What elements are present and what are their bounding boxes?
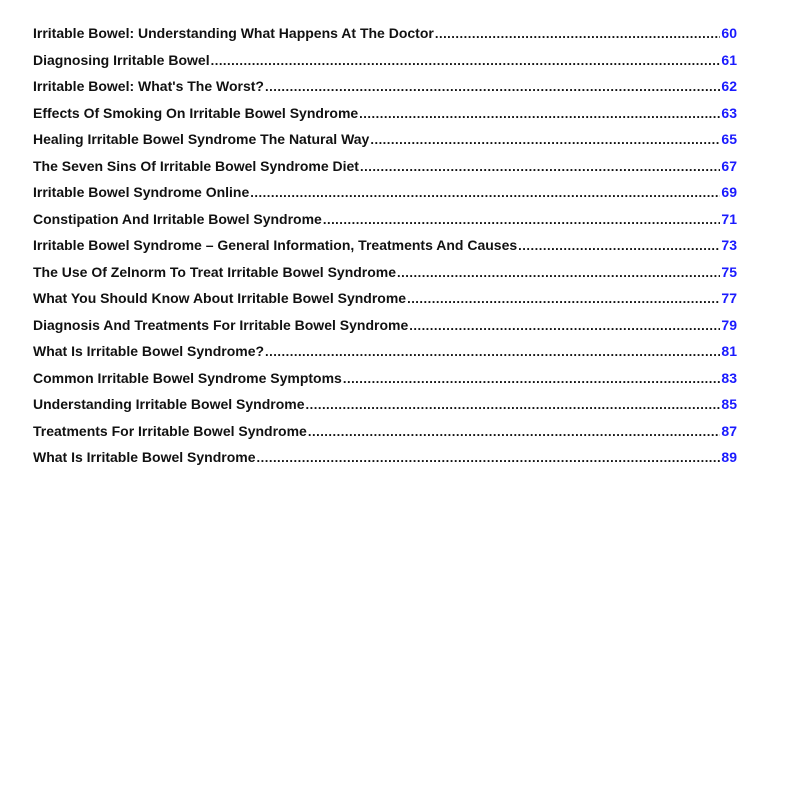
- toc-page-link[interactable]: 77: [721, 290, 737, 306]
- toc-dot-leader: [211, 52, 721, 70]
- toc-dot-leader: [518, 237, 720, 255]
- toc-entry[interactable]: [33, 210, 737, 237]
- toc-page-link[interactable]: 83: [721, 369, 737, 386]
- toc-page-link[interactable]: 62: [721, 78, 737, 94]
- toc-entry-title[interactable]: Common Irritable Bowel Syndrome Symptoms: [33, 369, 342, 386]
- toc-entry-title[interactable]: Diagnosis And Treatments For Irritable Bowel Syndrome: [33, 316, 409, 333]
- toc-page-link[interactable]: 63: [721, 104, 737, 121]
- toc-entry[interactable]: [33, 395, 737, 422]
- toc-entry-title[interactable]: Irritable Bowel: Understanding What Happens At The Doctor: [33, 25, 434, 41]
- toc-dot-leader: [265, 343, 720, 361]
- toc-page-link[interactable]: 85: [721, 396, 737, 412]
- toc-page-link[interactable]: 65: [721, 131, 737, 147]
- toc-entry-title[interactable]: Diagnosing Irritable Bowel: [33, 51, 210, 68]
- toc-page-link[interactable]: 69: [721, 184, 737, 200]
- toc-page-link[interactable]: 81: [721, 343, 737, 359]
- toc-entry-title[interactable]: Irritable Bowel Syndrome Online: [33, 184, 250, 200]
- toc-page-link[interactable]: 75: [721, 263, 737, 280]
- toc-entry-title[interactable]: Treatments For Irritable Bowel Syndrome: [33, 422, 307, 439]
- toc-entry-title[interactable]: Constipation And Irritable Bowel Syndrome: [33, 210, 322, 227]
- toc-page-link[interactable]: 89: [721, 449, 737, 465]
- toc-page-link[interactable]: 60: [721, 25, 737, 41]
- toc-dot-leader: [323, 211, 721, 229]
- toc-entry[interactable]: [33, 157, 737, 184]
- toc-entry-title[interactable]: Healing Irritable Bowel Syndrome The Natural Way: [33, 131, 370, 147]
- toc-entry-title[interactable]: What Is Irritable Bowel Syndrome: [33, 449, 256, 465]
- toc-entry[interactable]: [33, 316, 737, 343]
- toc-page-link[interactable]: 87: [721, 422, 737, 439]
- toc-entry[interactable]: [33, 183, 737, 210]
- toc-entry-title[interactable]: Effects Of Smoking On Irritable Bowel Syndrome: [33, 104, 359, 121]
- toc-entry[interactable]: [33, 422, 737, 449]
- toc-entry[interactable]: [33, 369, 737, 396]
- toc-entry-title[interactable]: What You Should Know About Irritable Bowel Syndrome: [33, 290, 407, 306]
- toc-dot-leader: [265, 78, 720, 96]
- toc-dot-leader: [397, 264, 720, 282]
- toc-page-link[interactable]: 71: [721, 210, 737, 227]
- toc-entry-title[interactable]: Understanding Irritable Bowel Syndrome: [33, 396, 305, 412]
- toc-page-link[interactable]: 61: [721, 51, 737, 68]
- toc-dot-leader: [306, 396, 721, 414]
- toc-entry[interactable]: [33, 24, 737, 51]
- toc-entry[interactable]: [33, 130, 737, 157]
- toc-dot-leader: [359, 105, 720, 123]
- toc-dot-leader: [409, 317, 720, 335]
- toc-dot-leader: [257, 449, 721, 467]
- toc-entry-title[interactable]: The Seven Sins Of Irritable Bowel Syndrome Diet: [33, 157, 359, 174]
- toc-entry[interactable]: [33, 77, 737, 104]
- toc-dot-leader: [435, 25, 721, 43]
- toc-entry[interactable]: [33, 263, 737, 290]
- toc-entry[interactable]: [33, 104, 737, 131]
- toc-dot-leader: [370, 131, 720, 149]
- toc-dot-leader: [250, 184, 720, 202]
- toc-page-link[interactable]: 67: [721, 157, 737, 174]
- toc-dot-leader: [343, 370, 721, 388]
- toc-dot-leader: [407, 290, 720, 308]
- toc-entry[interactable]: [33, 289, 737, 316]
- toc-entry[interactable]: [33, 448, 737, 475]
- toc-entry[interactable]: [33, 342, 737, 369]
- toc-entry-title[interactable]: The Use Of Zelnorm To Treat Irritable Bowel Syndrome: [33, 263, 397, 280]
- table-of-contents: [33, 24, 737, 475]
- toc-page-link[interactable]: 73: [721, 237, 737, 253]
- toc-entry[interactable]: [33, 51, 737, 78]
- toc-entry-title[interactable]: Irritable Bowel: What's The Worst?: [33, 78, 264, 94]
- toc-dot-leader: [308, 423, 721, 441]
- toc-entry-title[interactable]: What Is Irritable Bowel Syndrome?: [33, 343, 265, 359]
- toc-page-link[interactable]: 79: [721, 316, 737, 333]
- toc-entry-title[interactable]: Irritable Bowel Syndrome – General Information, Treatments And Causes: [33, 237, 518, 253]
- toc-dot-leader: [360, 158, 720, 176]
- toc-entry[interactable]: [33, 236, 737, 263]
